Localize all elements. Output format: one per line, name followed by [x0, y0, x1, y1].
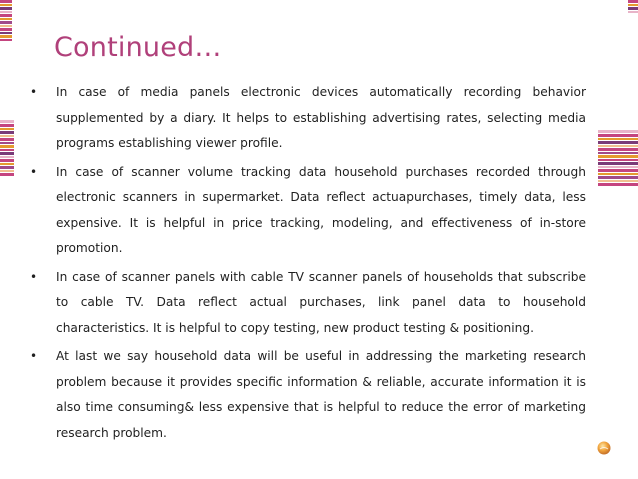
bullet-marker: • [30, 269, 38, 284]
bullet-text: At last we say household data will be useful in addressing the marketing research problem because it provides specific information & reliable, accurate information it is also time consuming& less expensive that is helpful to reduce the error of marketing research problem. [56, 349, 586, 440]
right-stripes-decoration [598, 130, 638, 190]
list-item [30, 344, 586, 446]
bullet-marker: • [30, 85, 38, 99]
left-stripes-decoration [0, 120, 14, 180]
bullet-text: In case of media panels electronic devices automatically recording behavior supplemented by a diary. It helps to establishing advertising rates, selecting media programs establishing viewer profile. [56, 85, 586, 150]
slide-title: Continued… [54, 32, 222, 63]
bullet-text: In case of scanner panels with cable TV scanner panels of households that subscribe to cable TV. Data reflect actual purchases, link panel data to household characteristics. It is helpful to copy testing, new product testing & positioning. [56, 269, 586, 335]
list-item [30, 80, 586, 157]
bullet-text: In case of scanner volume tracking data household purchases recorded through electronic scanners in supermarket. Data reflect actuapurchases, timely data, less expensive. It is helpful in price tracking, modeling, and effectiveness of in-store promotion. [56, 164, 586, 255]
list-item [30, 160, 586, 262]
orange-orb-icon [597, 441, 611, 455]
top-left-stripes-decoration [0, 0, 12, 42]
list-item [30, 265, 586, 342]
bullet-marker: • [30, 349, 38, 363]
bullet-list [30, 80, 586, 449]
top-right-stripes-decoration [628, 0, 638, 14]
bullet-marker: • [30, 164, 38, 179]
